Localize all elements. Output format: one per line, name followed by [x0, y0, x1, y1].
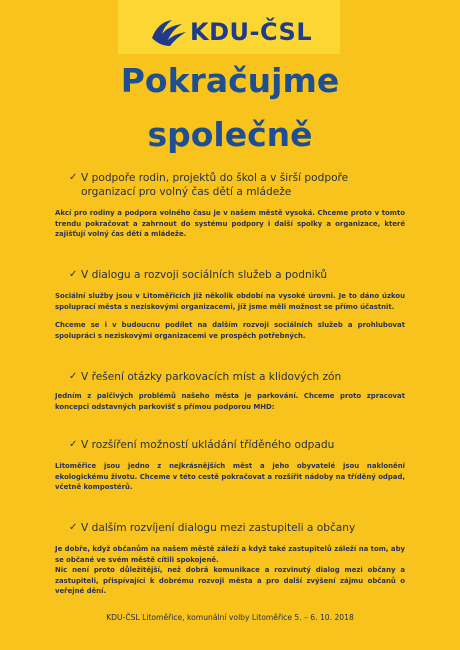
checkmark-icon: ✓ [69, 522, 78, 533]
footer-text: KDU-ČSL Litoměřice, komunální volby Litoměřice 5. – 6. 10. 2018 [106, 613, 354, 622]
section-dialogue [55, 521, 405, 597]
party-logo [148, 16, 312, 48]
section-body [55, 461, 405, 493]
checkmark-icon: ✓ [69, 269, 78, 280]
section-body [55, 391, 405, 412]
section-heading [55, 370, 405, 384]
heading-text: V rozšíření možností ukládání tříděného odpadu [81, 439, 335, 451]
heading-text: V dalším rozvíjení dialogu mezi zastupiteli a občany [81, 522, 356, 534]
paragraph: Nic není proto důležitější, než dobrá komunikace a rozvinutý dialog mezi občany a zastupiteli, přispívající k dobrému rozvoji města a pro další zvýšení zájmu občanů o veřejné dění. [55, 566, 405, 596]
title-line-1: Pokračujme [120, 61, 340, 100]
section-parking [55, 370, 405, 412]
checkmark-icon: ✓ [69, 172, 78, 183]
paragraph: Litoměřice jsou jedno z nejkrásnějších měst a jeho obyvatelé jsou nakloněni ekologickému životu. Chceme v této cestě pokračovat a rozšířit nádoby na tříděný odpad, včetně kompostérů. [55, 462, 405, 492]
section-waste-sorting [55, 438, 405, 493]
paragraph: Chceme se i v budoucnu podílet na dalším rozvoji sociálních služeb a prohlubovat spolupráci s neziskovými organizacemi ve prospěch potřebných. [55, 321, 405, 340]
section-body [55, 291, 405, 341]
heading-text: V dialogu a rozvoji sociálních služeb a podniků [81, 269, 328, 281]
section-social-services [55, 268, 405, 341]
section-body [55, 208, 405, 240]
section-heading [55, 521, 405, 535]
paragraph: Sociální služby jsou v Litoměřicích již několik období na vysoké úrovni. Je to dáno úzkou spoluprací města s neziskovými organizacemi, jíž jsme měli možnost se přímo účastnit. [55, 292, 405, 311]
heading-text: V podpoře rodin, projektů do škol a v širší podpoře organizací pro volný čas dětí a mládeže [81, 172, 349, 198]
paragraph: Jedním z palčivých problémů našeho města je parkování. Chceme proto zpracovat koncepci odstavných parkovišť s přímou podporou MHD: [55, 392, 405, 411]
logo-text: KDU-ČSL [190, 18, 313, 46]
section-heading [55, 438, 405, 452]
paragraph: Je dobře, když občanům na našem městě záleží a když také zastupitelů záleží na tom, aby se občané ve svém městě cítili spokojeně. [55, 545, 405, 564]
section-family-support [55, 171, 405, 240]
party-emblem-icon [148, 16, 188, 48]
section-body [55, 544, 405, 597]
section-heading [55, 171, 405, 199]
title-line-2: společně [147, 115, 313, 154]
section-heading [55, 268, 405, 282]
checkmark-icon: ✓ [69, 371, 78, 382]
paragraph: Akcí pro rodiny a podpora volného času je v našem městě vysoká. Chceme proto v tomto trendu pokračovat a zahrnout do systému podpory i další spolky a organizace, které zajišťují volný čas dětí a mládeže. [55, 209, 405, 239]
heading-text: V řešení otázky parkovacích míst a klidových zón [81, 371, 342, 383]
checkmark-icon: ✓ [69, 439, 78, 450]
